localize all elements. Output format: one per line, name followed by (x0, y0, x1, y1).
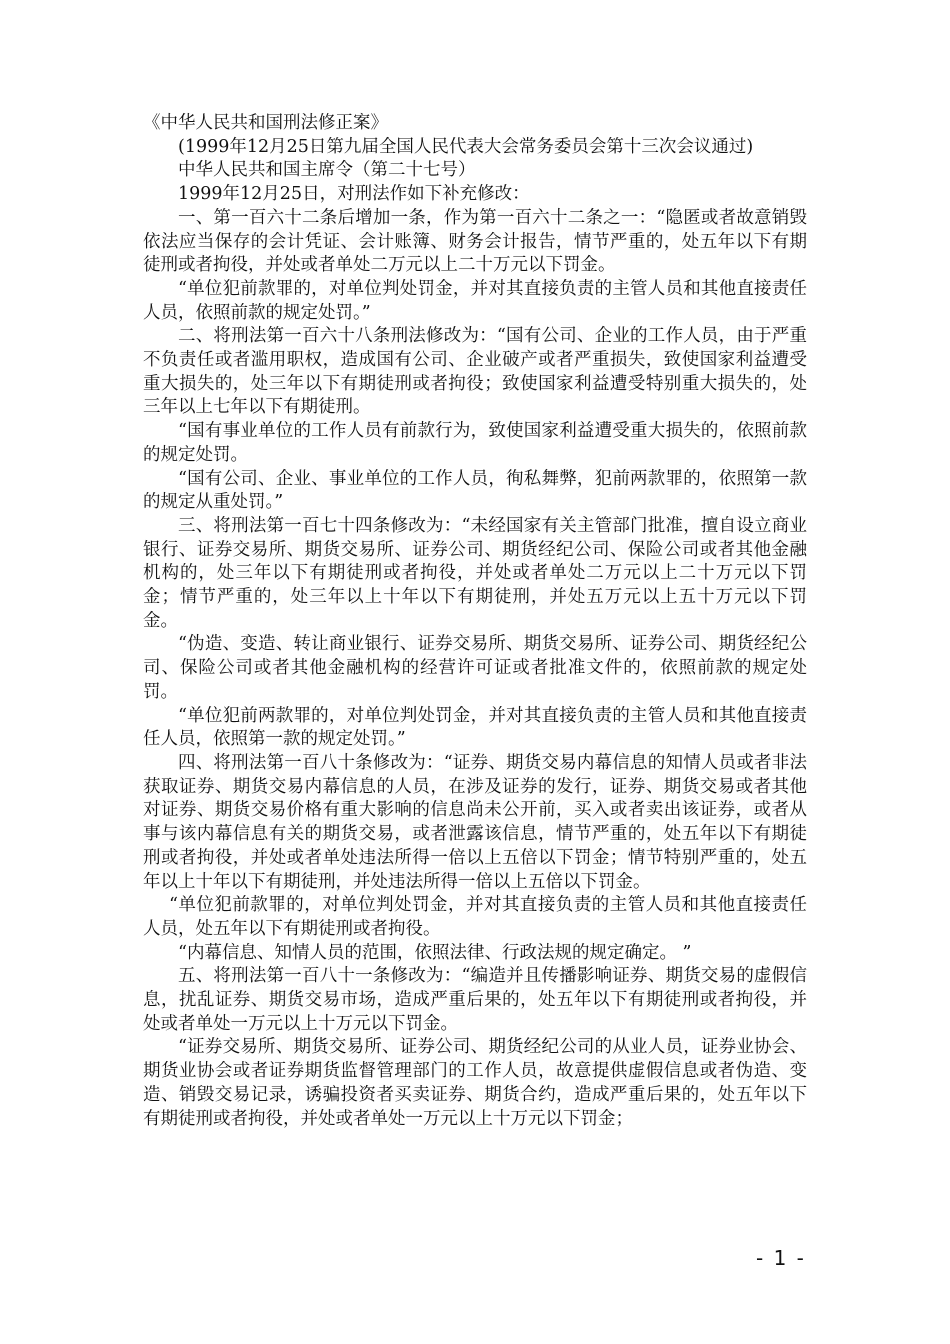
document-body (143, 112, 807, 1131)
article-2-public-institution-paragraph: “国有事业单位的工作人员有前款行为，致使国家利益遭受重大损失的，依照前款的规定处罚。 (143, 421, 807, 465)
article-3-unit-paragraph: “单位犯前两款罪的，对单位判处罚金，并对其直接负责的主管人员和其他直接责任人员，依照第一款的规定处罚。” (143, 705, 807, 750)
article-5-staff-paragraph: “证券交易所、期货交易所、证券公司、期货经纪公司的从业人员，证券业协会、期货业协会或者证券期货监督管理部门的工作人员，故意提供虚假信息或者伪造、变造、销毁交易记录，诱骗投资者买卖证券、期货合约，造成严重后果的，处五年以下有期徒刑或者拘役，并处或者单处一万元以上十万元以下罚金； (143, 1037, 807, 1129)
article-4-unit-paragraph: “单位犯前款罪的，对单位判处罚金，并对其直接负责的主管人员和其他直接责任人员，处五年以下有期徒刑或者拘役。 (143, 895, 807, 939)
article-1-unit-paragraph: “单位犯前款罪的，对单位判处罚金，并对其直接负责的主管人员和其他直接责任人员，依照前款的规定处罚。” (143, 278, 807, 323)
adoption-note: (1999年12月25日第九届全国人民代表大会常务委员会第十三次会议通过) (178, 136, 754, 157)
article-4-paragraph: 四、将刑法第一百八十条修改为：“证券、期货交易内幕信息的知情人员或者非法获取证券、期货交易内幕信息的人员，在涉及证券的发行，证券、期货交易或者其他对证券、期货交易价格有重大影响的信息尚未公开前，买入或者卖出该证券，或者从事与该内幕信息有关的期货交易，或者泄露该信息，情节严重的，处五年以下有期徒刑或者拘役，并处或者单处违法所得一倍以上五倍以下罚金；情节特别严重的，处五年以上十年以下有期徒刑，并处违法所得一倍以上五倍以下罚金。 (143, 752, 807, 892)
page-number: - 1 - (756, 1246, 806, 1270)
presidential-decree: 中华人民共和国主席令（第二十七号） (178, 160, 476, 181)
article-4-scope-paragraph: “内幕信息、知情人员的范围，依照法律、行政法规的规定确定。 ” (178, 942, 692, 963)
document-title: 《中华人民共和国刑法修正案》 (143, 113, 388, 133)
article-2-paragraph: 二、将刑法第一百六十八条刑法修改为：“国有公司、企业的工作人员，由于严重不负责任或者滥用职权，造成国有公司、企业破产或者严重损失，致使国家利益遭受重大损失的，处三年以下有期徒刑或者拘役；致使国家利益遭受特别重大损失的，处三年以上七年以下有期徒刑。 (143, 326, 807, 418)
article-3-forgery-paragraph: “伪造、变造、转让商业银行、证券交易所、期货交易所、证券公司、期货经纪公司、保险公司或者其他金融机构的经营许可证或者批准文件的，依照前款的规定处罚。 (143, 634, 807, 702)
article-5-paragraph: 五、将刑法第一百八十一条修改为：“编造并且传播影响证券、期货交易的虚假信息，扰乱证券、期货交易市场，造成严重后果的，处五年以下有期徒刑或者拘役，并处或者单处一万元以上十万元以下罚金。 (143, 966, 807, 1034)
article-1-paragraph: 一、第一百六十二条后增加一条，作为第一百六十二条之一：“隐匿或者故意销毁依法应当保存的会计凭证、会计账簿、财务会计报告，情节严重的，处五年以下有期徒刑或者拘役，并处或者单处二万元以上二十万元以下罚金。 (143, 207, 807, 276)
article-2-favoritism-paragraph: “国有公司、企业、事业单位的工作人员，徇私舞弊，犯前两款罪的，依照第一款的规定从重处罚。” (143, 468, 807, 513)
intro-paragraph: 1999年12月25日，对刑法作如下补充修改： (178, 184, 530, 205)
article-3-paragraph: 三、将刑法第一百七十四条修改为：“未经国家有关主管部门批准，擅自设立商业银行、证券交易所、期货交易所、证券公司、期货经纪公司、保险公司或者其他金融机构的，处三年以下有期徒刑或者拘役，并处或者单处二万元以上二十万元以下罚金；情节严重的，处三年以上十年以下有期徒刑，并处五万元以上五十万元以下罚金。 (143, 515, 807, 631)
